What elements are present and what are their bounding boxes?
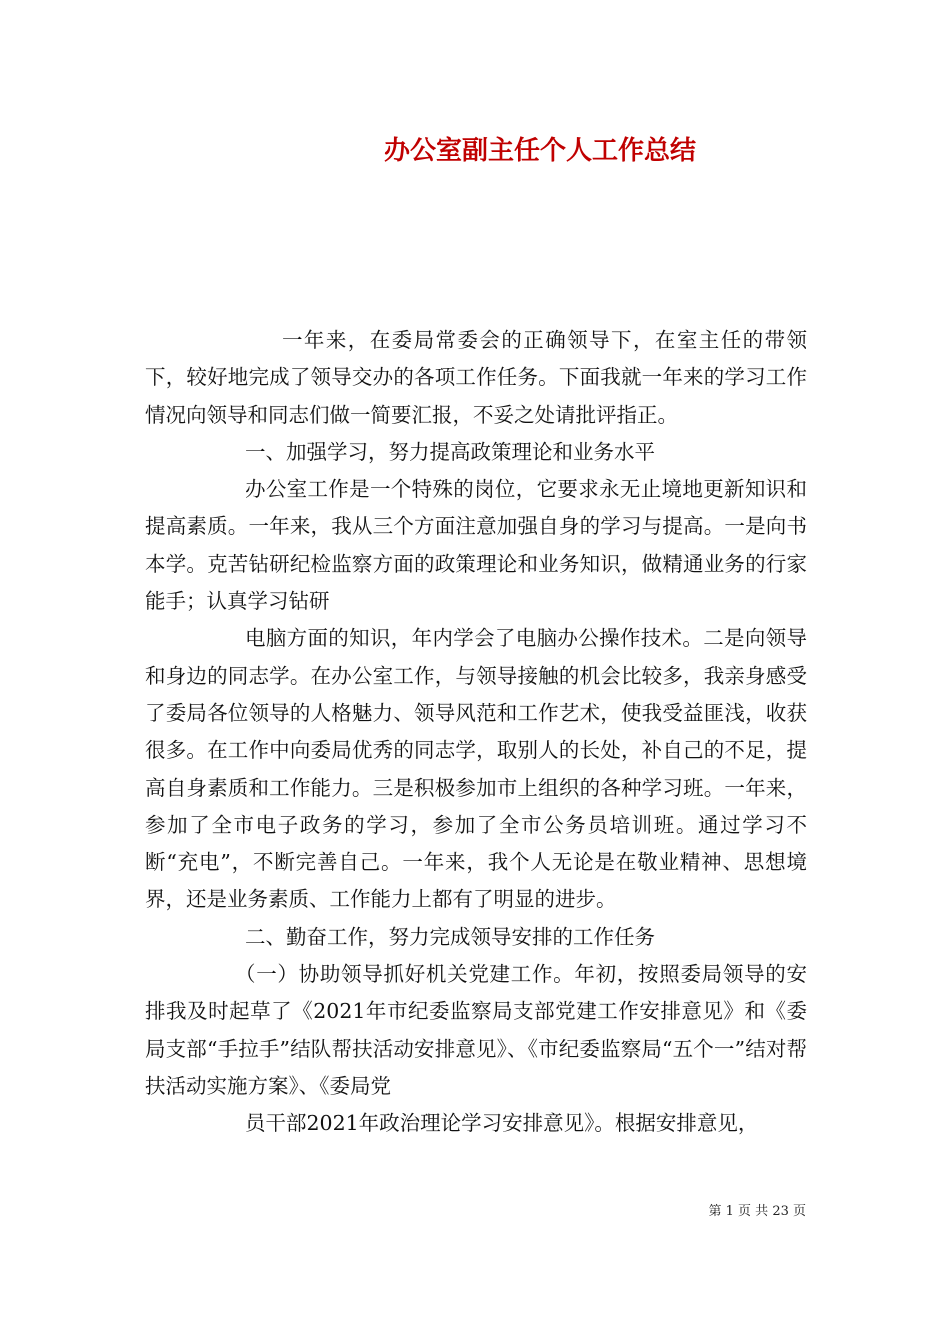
paragraph-study-1: 办公室工作是一个特殊的岗位，它要求永无止境地更新知识和提高素质。一年来，我从三个方面注意加强自身的学习与提高。一是向书本学。克苦钻研纪检监察方面的政策理论和业务知识，做精通业务的行家能手；认真学习钻研 [145,477,807,614]
paragraph-study-2: 电脑方面的知识，年内学会了电脑办公操作技术。二是向领导和身边的同志学。在办公室工作，与领导接触的机会比较多，我亲身感受了委局各位领导的人格魅力、领导风范和工作艺术，使我受益匪浅，收获很多。在工作中向委局优秀的同志学，取别人的长处，补自己的不足，提高自身素质和工作能力。三是积极参加市上组织的各种学习班。一年来，参加了全市电子政务的学习，参加了全市公务员培训班。通过学习不断“充电”，不断完善自己。一年来，我个人无论是在敬业精神、思想境界，还是业务素质、工作能力上都有了明显的进步。 [145,626,807,912]
paragraph-work-2: 员干部2021年政治理论学习安排意见》。根据安排意见， [245,1111,759,1136]
document-title: 办公室副主任个人工作总结 [383,136,696,166]
section-heading-1: 一、加强学习，努力提高政策理论和业务水平 [245,439,655,464]
paragraph-work-1: （一）协助领导抓好机关党建工作。年初，按照委局领导的安排我及时起草了《2021年市纪委监察局支部党建工作安排意见》和《委局支部“手拉手”结队帮扶活动安排意见》、《市纪委监察局“五个一”结对帮扶活动实施方案》、《委局党 [145,962,807,1098]
paragraph-intro: 一年来，在委局常委会的正确领导下，在室主任的带领下，较好地完成了领导交办的各项工作任务。下面我就一年来的学习工作情况向领导和同志们做一简要汇报，不妥之处请批评指正。 [145,328,807,427]
section-heading-2: 二、勤奋工作，努力完成领导安排的工作任务 [245,924,655,949]
page-number: 第 1 页 共 23 页 [708,1204,806,1219]
document-body [145,322,807,1143]
